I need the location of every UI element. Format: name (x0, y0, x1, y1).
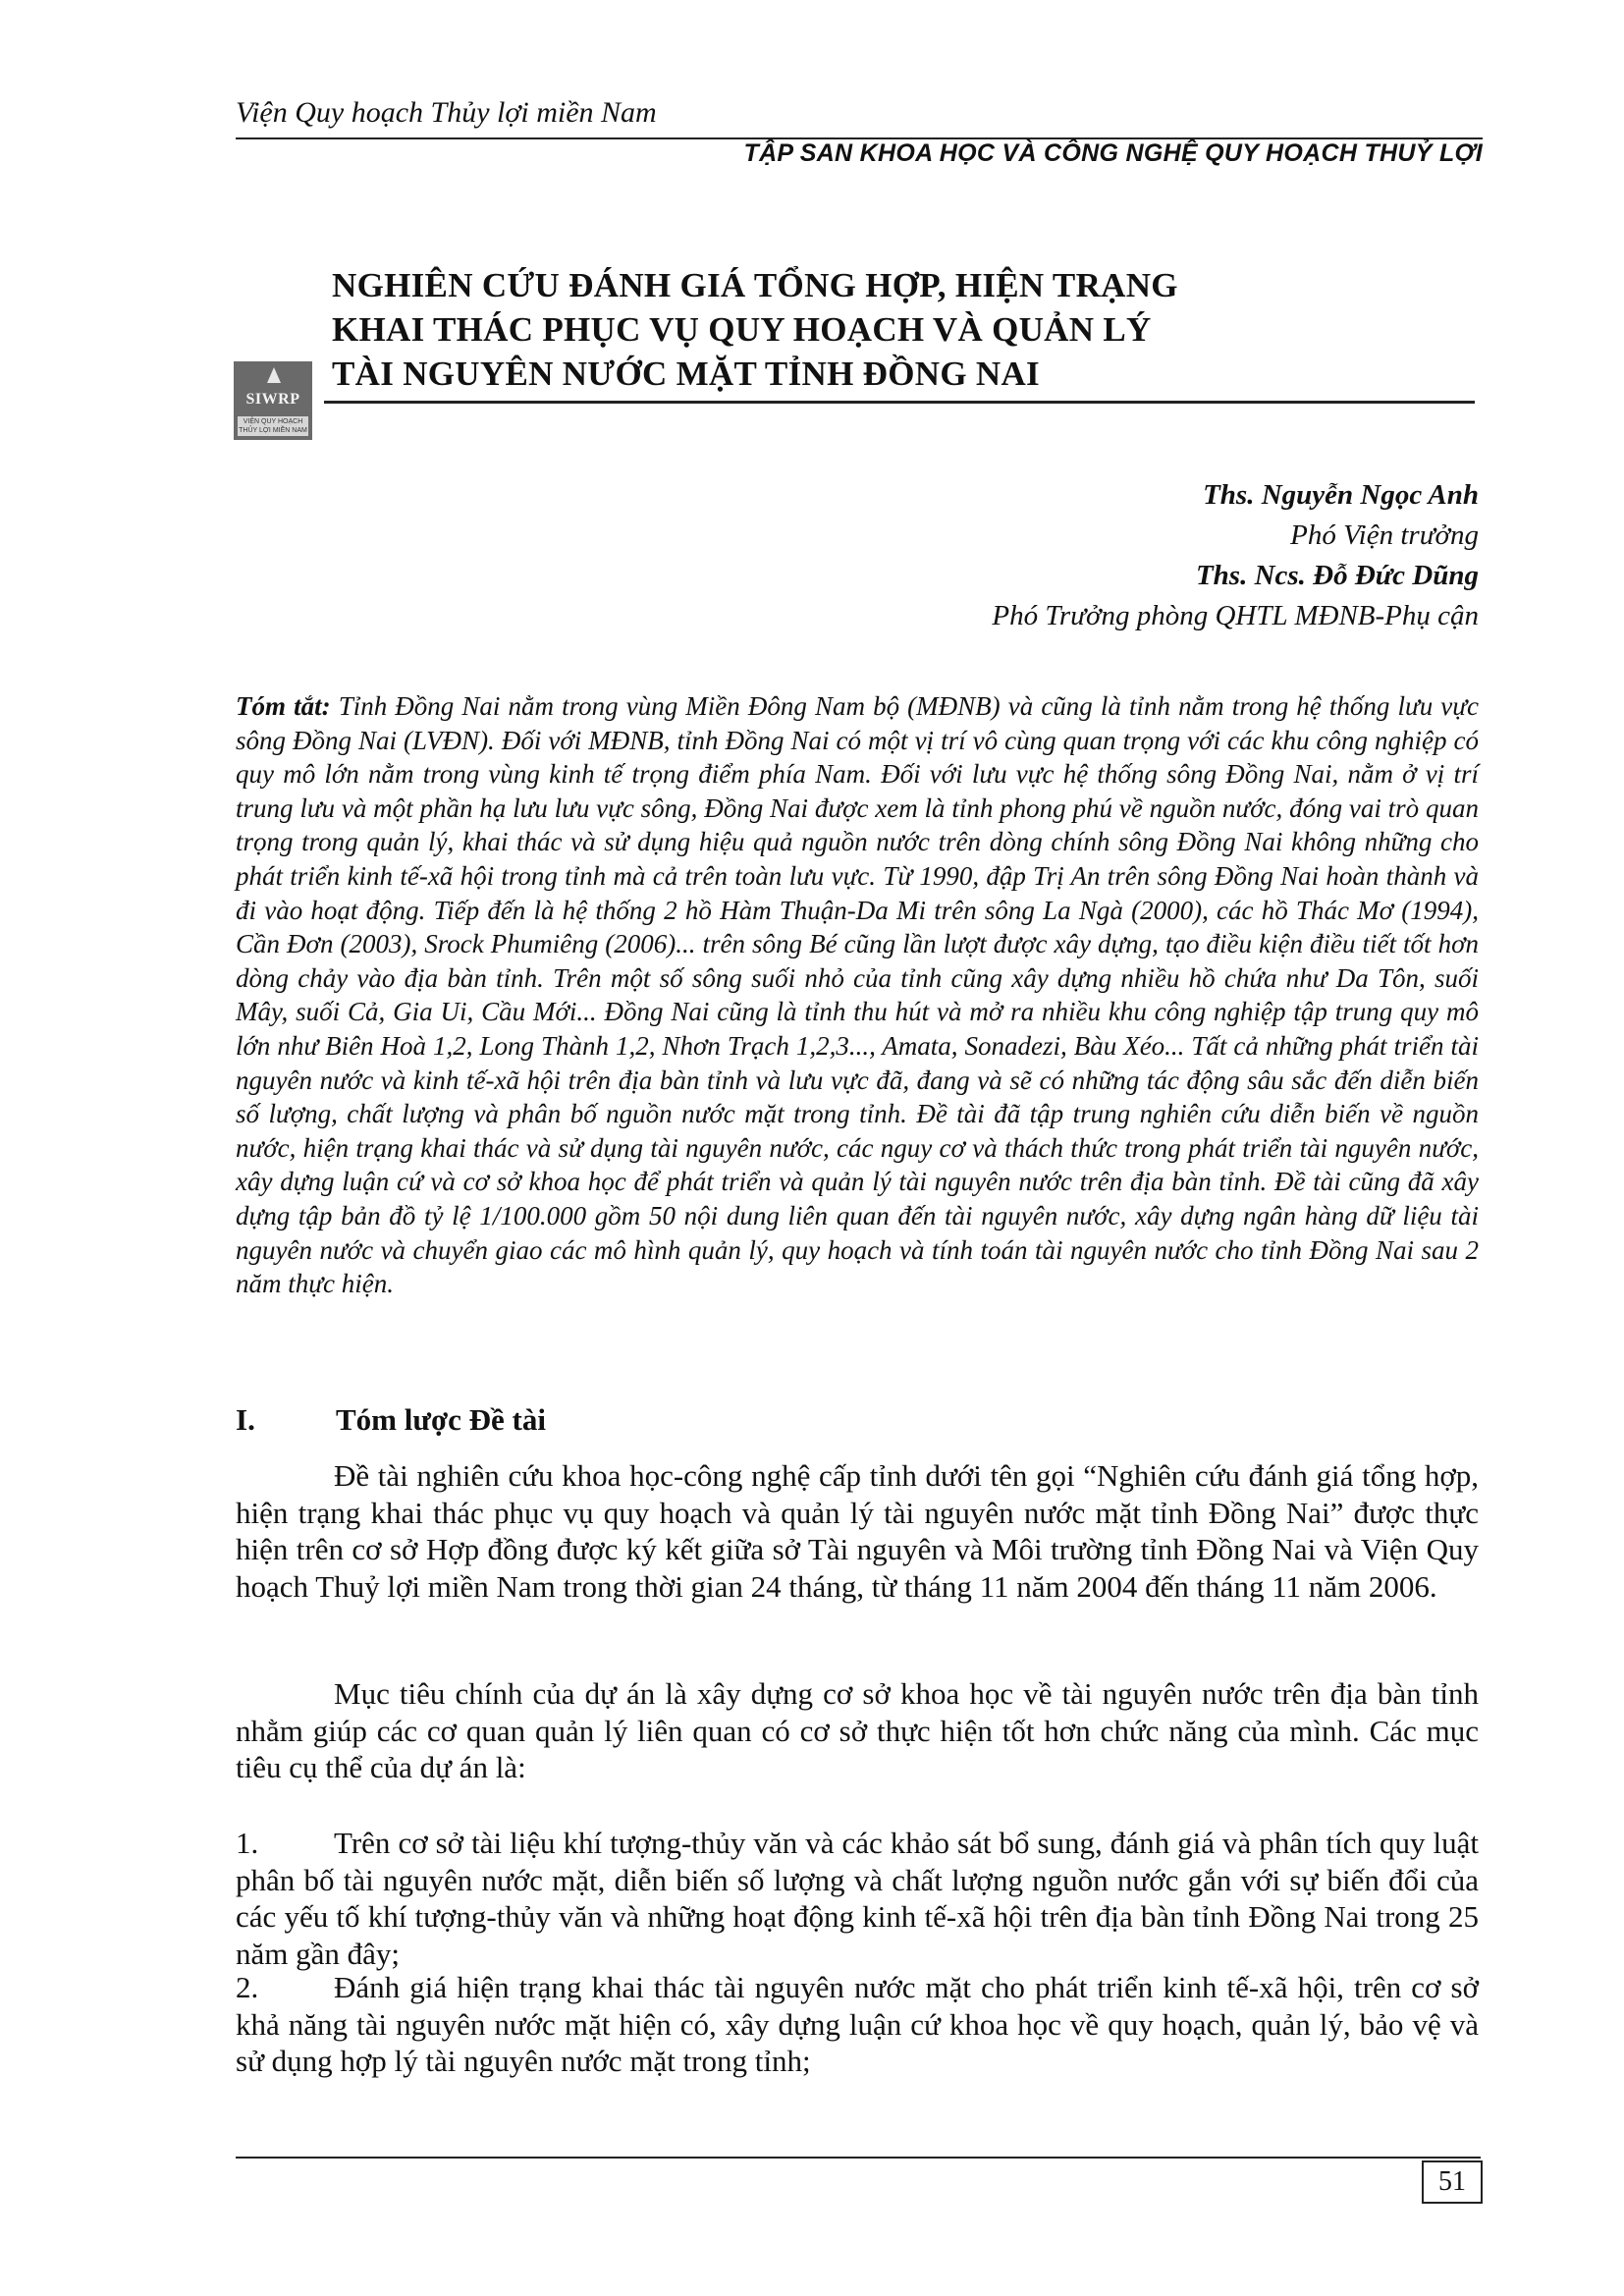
title-line: NGHIÊN CỨU ĐÁNH GIÁ TỔNG HỢP, HIỆN TRẠNG (332, 266, 1178, 304)
institute-logo (234, 361, 312, 440)
body-paragraph: Mục tiêu chính của dự án là xây dựng cơ sở khoa học về tài nguyên nước trên địa bàn tỉnh nhằm giúp các cơ quan quản lý liên quan có cơ sở thực hiện tốt hơn chức năng của mình. Các mục tiêu cụ thể của dự án là: (236, 1676, 1479, 1784)
author-name: Ths. Ncs. Đỗ Đức Dũng (1195, 560, 1479, 591)
water-drop-icon (267, 367, 281, 383)
list-item-text: Đánh giá hiện trạng khai thác tài nguyên nước mặt cho phát triển kinh tế-xã hội, trên cơ sở khả năng tài nguyên nước mặt hiện có, xây dựng luận cứ khoa học về quy hoạch, quản lý, bảo vệ và sử dụng hợp lý tài nguyên nước mặt trong tỉnh; (236, 1970, 1479, 2078)
section-title: Tóm lược Đề tài (336, 1402, 546, 1437)
body-paragraph: Đề tài nghiên cứu khoa học-công nghệ cấp tỉnh dưới tên gọi “Nghiên cứu đánh giá tổng hợp, hiện trạng khai thác phục vụ quy hoạch và quản lý tài nguyên nước mặt tỉnh Đồng Nai” được thực hiện trên cơ sở Hợp đồng được ký kết giữa sở Tài nguyên và Môi trường tỉnh Đồng Nai và Viện Quy hoạch Thuỷ lợi miền Nam trong thời gian 24 tháng, từ tháng 11 năm 2004 đến tháng 11 năm 2006. (236, 1458, 1479, 1604)
title-line: KHAI THÁC PHỤC VỤ QUY HOẠCH VÀ QUẢN LÝ (332, 310, 1152, 349)
abstract-text: Tỉnh Đồng Nai nằm trong vùng Miền Đông Nam bộ (MĐNB) và cũng là tỉnh nằm trong hệ thống lưu vực sông Đồng Nai (LVĐN). Đối với MĐNB, tỉnh Đồng Nai có một vị trí vô cùng quan trọng với các khu công nghiệp có quy mô lớn nằm trong vùng kinh tế trọng điểm phía Nam. Đối với lưu vực hệ thống sông Đồng Nai, nằm ở vị trí trung lưu và một phần hạ lưu lưu vực sông, Đồng Nai được xem là tỉnh phong phú về nguồn nước, đóng vai trò quan trọng trong quản lý, khai thác và sử dụng hiệu quả nguồn nước trên dòng chính sông Đồng Nai không những cho phát triển kinh tế-xã hội trong tỉnh mà cả trên toàn lưu vực. Từ 1990, đập Trị An trên sông Đồng Nai hoàn thành và đi vào hoạt động. Tiếp đến là hệ thống 2 hồ Hàm Thuận-Da Mi trên sông La Ngà (2000), các hồ Thác Mơ (1994), Cần Đơn (2003), Srock Phumiêng (2006)... trên sông Bé cũng lần lượt được xây dựng, tạo điều kiện điều tiết tốt hơn dòng chảy vào địa bàn tỉnh. Trên một số sông suối nhỏ của tỉnh cũng xây dựng nhiều hồ chứa như Da Tôn, suối Mây, suối Cả, Gia Ui, Cầu Mới... Đồng Nai cũng là tỉnh thu hút và mở ra nhiều khu công nghiệp tập trung quy mô lớn như Biên Hoà 1,2, Long Thành 1,2, Nhơn Trạch 1,2,3..., Amata, Sonadezi, Bàu Xéo... Tất cả những phát triển tài nguyên nước và kinh tế-xã hội trên địa bàn tỉnh và lưu vực đã, đang và sẽ có những tác động sâu sắc đến diễn biến số lượng, chất lượng và phân bố nguồn nước mặt trong tỉnh. Đề tài đã tập trung nghiên cứu diễn biến về nguồn nước, hiện trạng khai thác và sử dụng tài nguyên nước, các nguy cơ và thách thức trong phát triển tài nguyên nước, xây dựng luận cứ và cơ sở khoa học để phát triển và quản lý tài nguyên nước trên địa bàn tỉnh. Đề tài cũng đã xây dựng tập bản đồ tỷ lệ 1/100.000 gồm 50 nội dung liên quan đến tài nguyên nước, xây dựng ngân hàng dữ liệu tài nguyên nước và chuyển giao các mô hình quản lý, quy hoạch và tính toán tài nguyên nước cho tỉnh Đồng Nai sau 2 năm thực hiện. (236, 691, 1479, 1299)
logo-subtext: VIỆN QUY HOẠCH THỦY LỢI MIỀN NAM (239, 418, 307, 434)
abstract (236, 689, 1479, 1301)
paper-title (332, 263, 1481, 396)
list-item-number: 2. (236, 1970, 259, 2004)
list-item (236, 1969, 1479, 2080)
section-heading (236, 1402, 546, 1438)
abstract-label: Tóm tắt: (236, 691, 331, 721)
title-line: TÀI NGUYÊN NƯỚC MẶT TỈNH ĐỒNG NAI (332, 355, 1040, 393)
header-journal-title: TẬP SAN KHOA HỌC VÀ CÔNG NGHỆ QUY HOẠCH THUỶ LỢI (743, 139, 1483, 167)
section-number: I. (236, 1402, 255, 1437)
author-name: Ths. Nguyễn Ngọc Anh (1203, 479, 1479, 511)
footer-rule (236, 2157, 1481, 2159)
author-role: Phó Trưởng phòng QHTL MĐNB-Phụ cận (992, 600, 1479, 631)
page-number: 51 (1422, 2160, 1483, 2204)
author-block (992, 475, 1479, 636)
logo-text: SIWRP (245, 391, 300, 408)
list-item-text: Trên cơ sở tài liệu khí tượng-thủy văn và các khảo sát bổ sung, đánh giá và phân tích quy luật phân bố tài nguyên nước mặt, diễn biến số lượng và chất lượng nguồn nước gắn với sự biến đổi của các yếu tố khí tượng-thủy văn và những hoạt động kinh tế-xã hội trên địa bàn tỉnh Đồng Nai trong 25 năm gần đây; (236, 1826, 1479, 1971)
author-role: Phó Viện trưởng (1290, 519, 1479, 551)
header-institution: Viện Quy hoạch Thủy lợi miền Nam (236, 96, 657, 129)
list-item (236, 1825, 1479, 1972)
title-rule (324, 401, 1475, 404)
list-item-number: 1. (236, 1826, 259, 1860)
logo-plate (238, 416, 308, 436)
